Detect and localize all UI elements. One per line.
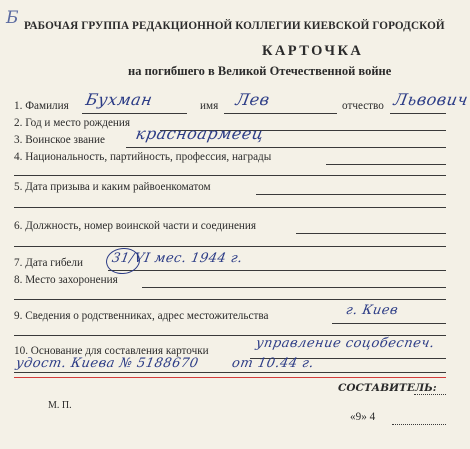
position-label: 6. Должность, номер воинской части и соединения [14,220,257,232]
position-line [296,233,446,234]
burial-label: 8. Место захоронения [14,274,118,286]
date-line [392,424,446,425]
rank-line [126,147,446,148]
compiler-label: СОСТАВИТЕЛЬ: [338,382,437,394]
position-line-2 [14,246,446,247]
nationality-line-2 [14,175,446,176]
surname-line [82,113,187,114]
burial-line-2 [14,299,446,300]
patronymic-label: отчество [342,100,384,112]
basis-label: 10. Основание для составления карточки [14,345,209,357]
name-line [224,113,337,114]
surname-value: Бухман [84,90,155,109]
rank-label: 3. Воинское звание [14,134,106,146]
corner-mark: Б [6,8,19,28]
basis-value-3: от 10.44 г. [230,356,316,371]
rank-value: красноармеец [134,124,266,143]
conscription-label: 5. Дата призыва и каким райвоенкоматом [14,181,211,193]
name-label: имя [200,100,219,112]
compiler-line [414,394,446,395]
nationality-line [326,164,446,165]
name-value: Лев [234,90,272,109]
relatives-value: г. Киев [344,303,400,318]
patronymic-line [390,113,446,114]
card-title: КАРТОЧКА [262,43,364,59]
relatives-label: 9. Сведения о родственниках, адрес местожительства [14,310,269,322]
basis-value-2: удост. Киева № 5188670 [14,356,200,371]
surname-label: 1. Фамилия [14,100,69,112]
conscription-line-2 [14,207,446,208]
burial-line [142,287,446,288]
date-text: «9» 4 [350,411,376,423]
card-subtitle: на погибшего в Великой Отечественной войне [128,64,392,78]
birth-label: 2. Год и место рождения [14,117,131,129]
death-date-line [108,270,446,271]
conscription-line [256,194,446,195]
relatives-line [332,323,446,324]
death-date-value: 31/VI мес. 1944 г. [110,251,244,266]
red-underline [14,377,446,378]
org-header: РАБОЧАЯ ГРУППА РЕДАКЦИОННОЙ КОЛЛЕГИИ КИЕВСКОЙ ГОРОДСКОЙ [24,20,445,32]
stamp-label: М. П. [48,400,72,411]
basis-value-1: управление соцобеспеч. [254,336,436,351]
death-date-label: 7. Дата гибели [14,257,83,269]
patronymic-value: Львович [392,90,470,109]
nationality-label: 4. Национальность, партийность, профессия, награды [14,151,272,163]
basis-line-2 [14,372,446,373]
